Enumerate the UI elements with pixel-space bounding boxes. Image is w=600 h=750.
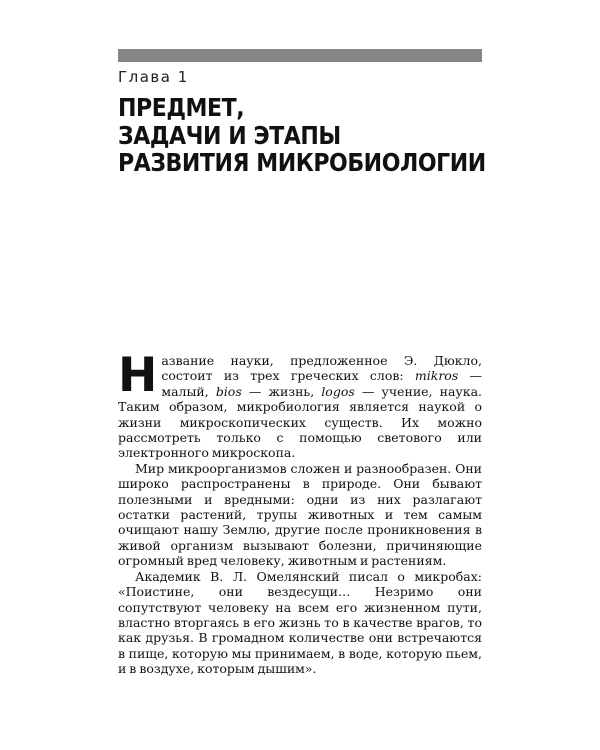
chapter-title-line: РАЗВИТИЯ МИКРОБИОЛОГИИ xyxy=(118,148,486,177)
greek-term-mikros: mikros xyxy=(414,368,459,384)
paragraph-3: Академик В. Л. Омелянский писал о микробах: «Поистине, они вездесущи… Незримо они сопутствуют человеку на всем его жизненном пути, властно вторгаясь в его жизнь то в качестве врагов, то как друзья. В громадном количестве они встречаются в пище, которую мы принимаем, в воде, которую пьем, и в воздухе, которым дышим». xyxy=(118,568,482,677)
chapter-title-line: ПРЕДМЕТ, xyxy=(118,93,245,122)
drop-cap: Н xyxy=(118,348,158,403)
chapter-number: Глава 1 xyxy=(118,68,189,86)
paragraph-text: — учение, наука. Таким образом, микробиология является наукой о жизни микроскопических существ. Их можно рассмотреть только с помощью светового или электронного микроскопа. xyxy=(118,383,482,461)
paragraph-text: — жизнь, xyxy=(241,383,322,399)
chapter-body xyxy=(118,348,482,677)
paragraph-text: азвание науки, предложенное Э. Дюкло, состоит из трех греческих слов: xyxy=(161,353,482,384)
chapter-title-line: ЗАДАЧИ И ЭТАПЫ xyxy=(118,120,341,150)
greek-term-bios: bios xyxy=(215,383,242,399)
paragraph-text: — малый, xyxy=(161,368,482,399)
chapter-title xyxy=(118,94,496,177)
greek-term-logos: logos xyxy=(321,383,355,399)
chapter-header-rule xyxy=(118,49,482,62)
paragraph-2: Мир микроорганизмов сложен и разнообразен. Они широко распространены в природе. Они бывают полезными и вредными: одни из них разлагают остатки растений, трупы животных и тем самым очищают нашу Землю, другие после проникновения в живой организм вызывают болезни, причиняющие огромный вред человеку, животным и растениям. xyxy=(118,460,482,569)
paragraph-1 xyxy=(118,348,482,461)
